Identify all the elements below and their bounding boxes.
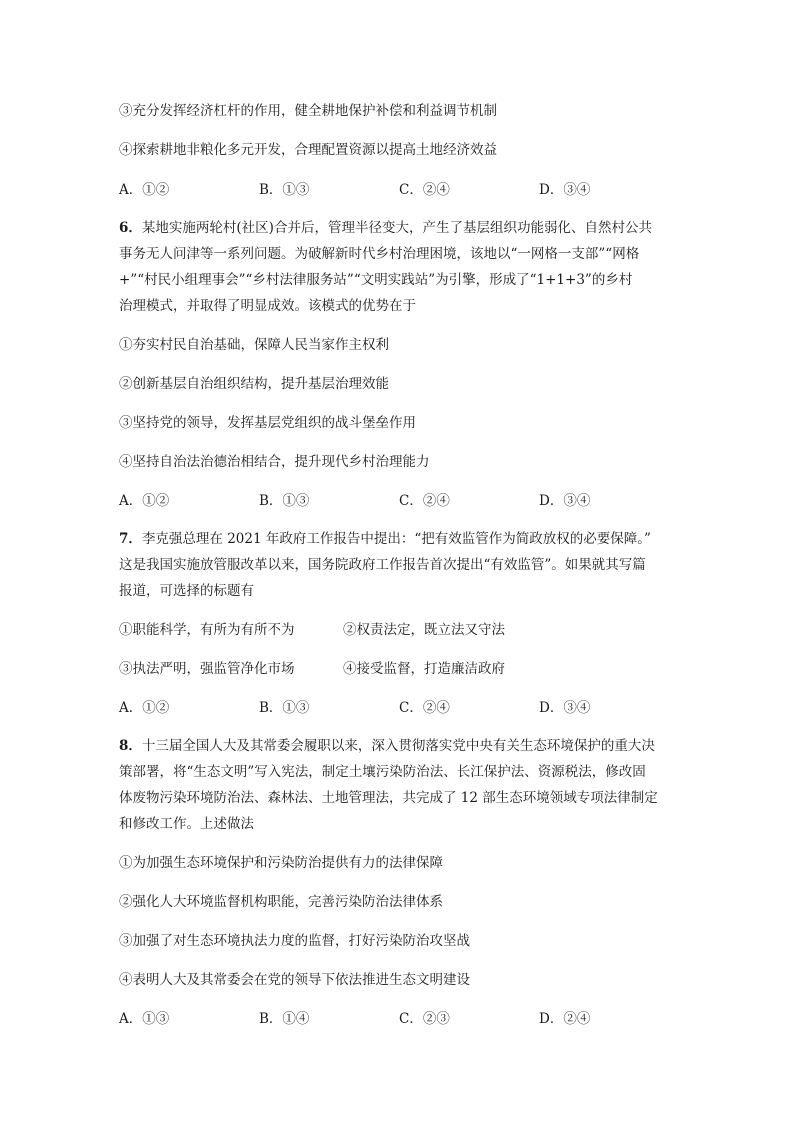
q5-option-d: D．③④ [539,182,591,198]
q7-option-d: D．③④ [539,700,591,716]
q6-stem-line-4: 治理模式，并取得了明显成效。该模式的优势在于 [119,298,416,314]
q6-item-2: ②创新基层自治组织结构，提升基层治理效能 [119,376,389,392]
q8-option-b: B．①④ [259,1011,310,1027]
q6-number: 6． [119,220,142,236]
q8-item-3: ③加强了对生态环境执法力度的监督，打好污染防治攻坚战 [119,933,470,949]
q6-item-3: ③坚持党的领导，发挥基层党组织的战斗堡垒作用 [119,415,416,431]
q8-item-4: ④表明人大及其常委会在党的领导下依法推进生态文明建设 [119,972,470,988]
q8-option-a: A．①③ [119,1011,170,1027]
q6-option-d: D．③④ [539,493,591,509]
q6-stem-line-1: 6．某地实施两轮村(社区)合并后，管理半径变大，产生了基层组织功能弱化、自然村公共 [119,220,652,236]
q6-option-c: C．②④ [399,493,450,509]
q7-item-3: ③执法严明，强监管净化市场 [119,661,295,677]
q6-option-b: B．①③ [259,493,310,509]
q8-stem-line-4: 和修改工作。上述做法 [119,816,254,832]
q5-option-a: A．①② [119,182,170,198]
q8-option-c: C．②③ [399,1011,450,1027]
q7-stem-line-1: 7．李克强总理在 2021 年政府工作报告中提出：“把有效监管作为简政放权的必要保障。” [119,531,651,547]
q8-item-1: ①为加强生态环境保护和污染防治提供有力的法律保障 [119,855,443,871]
q5-item-3: ③充分发挥经济杠杆的作用，健全耕地保护补偿和利益调节机制 [119,103,497,119]
q6-option-a: A．①② [119,493,170,509]
q8-stem-line-1: 8．十三届全国人大及其常委会履职以来，深入贯彻落实党中央有关生态环境保护的重大决 [119,738,655,754]
q8-stem-line-2: 策部署，将“生态文明”写入宪法，制定土壤污染防治法、长江保护法、资源税法，修改固 [119,764,646,780]
q7-option-a: A．①② [119,700,170,716]
q6-stem-line-2: 事务无人问津等一系列问题。为破解新时代乡村治理困境，该地以“一网格一支部”“网格 [119,246,640,262]
q6-item-4: ④坚持自治法治德治相结合，提升现代乡村治理能力 [119,454,430,470]
q6-stem-line-3: +”“村民小组理事会”“乡村法律服务站”“文明实践站”为引擎，形成了“1+1+3”的乡村 [119,272,633,288]
q7-stem-line-3: 报道，可选择的标题有 [119,583,254,599]
q7-option-b: B．①③ [259,700,310,716]
q5-item-4: ④探索耕地非粮化多元开发，合理配置资源以提高土地经济效益 [119,142,497,158]
q8-stem-line-3: 体废物污染环境防治法、森林法、土地管理法，共完成了 12 部生态环境领域专项法律制定 [119,790,658,806]
q5-option-b: B．①③ [259,182,310,198]
q7-number: 7． [119,531,142,547]
q8-option-d: D．②④ [539,1011,591,1027]
q8-number: 8． [119,738,142,754]
q7-stem-line-2: 这是我国实施放管服改革以来，国务院政府工作报告首次提出“有效监管”。如果就其写篇 [119,557,646,573]
q7-option-c: C．②④ [399,700,450,716]
q7-item-4: ④接受监督，打造廉洁政府 [343,661,505,677]
q5-option-c: C．②④ [399,182,450,198]
q7-item-2: ②权责法定，既立法又守法 [343,622,505,638]
q6-item-1: ①夯实村民自治基础，保障人民当家作主权利 [119,337,389,353]
q7-item-1: ①职能科学，有所为有所不为 [119,622,295,638]
q8-item-2: ②强化人大环境监督机构职能，完善污染防治法律体系 [119,894,443,910]
